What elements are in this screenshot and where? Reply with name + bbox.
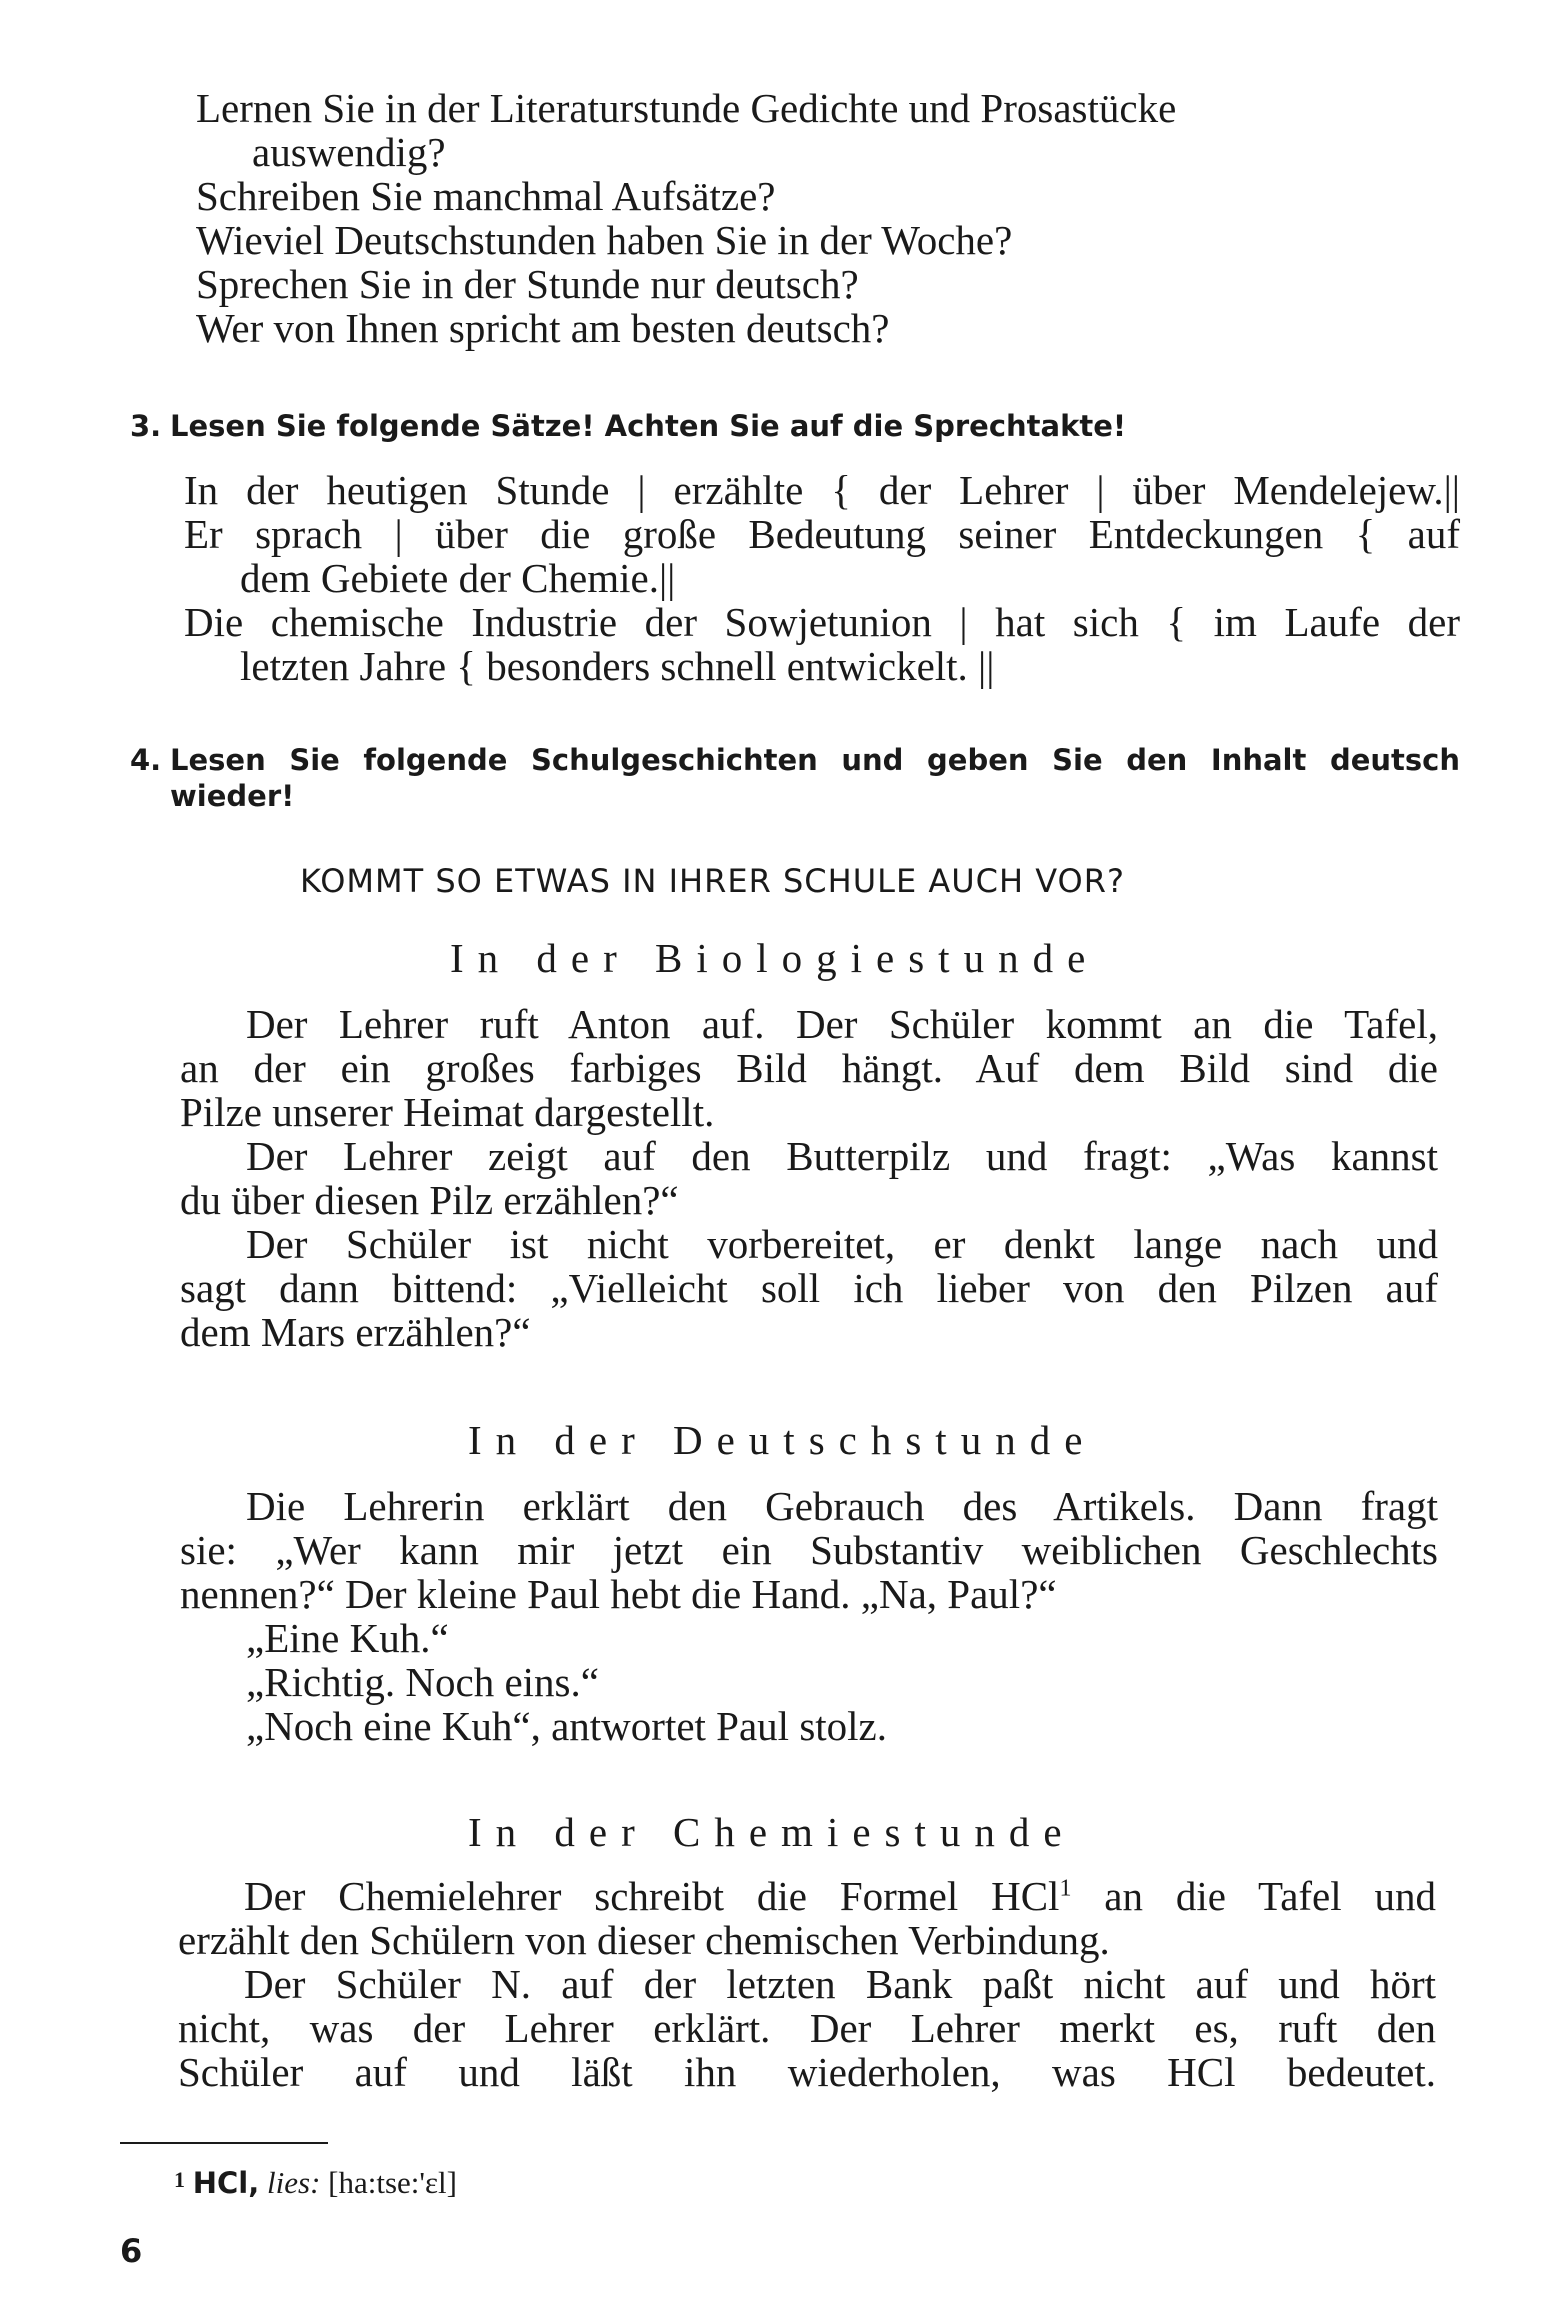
main-title: KOMMT SO ETWAS IN IHRER SCHULE AUCH VOR? [300, 862, 1125, 900]
question-line: Wieviel Deutschstunden haben Sie in der Woche? [196, 217, 1013, 263]
footnote-mark: 1 [174, 2167, 185, 2192]
sprechtakte-sentences [184, 468, 1460, 688]
story-line: sie: „Wer kann mir jetzt ein Substantiv weiblichen Geschlechts [180, 1527, 1438, 1573]
story-line: „Noch eine Kuh“, antwortet Paul stolz. [246, 1703, 888, 1749]
story-line: Pilze unserer Heimat dargestellt. [180, 1089, 715, 1135]
story-line: Der Lehrer ruft Anton auf. Der Schüler kommt an die Tafel, [246, 1001, 1438, 1047]
task-number: 4. [130, 743, 162, 777]
sentence-line: dem Gebiete der Chemie.|| [240, 555, 676, 601]
story-line: nennen?“ Der kleine Paul hebt die Hand. „Na, Paul?“ [180, 1571, 1057, 1617]
question-line: Schreiben Sie manchmal Aufsätze? [196, 173, 776, 219]
footnote-ref: 1 [1059, 1875, 1072, 1902]
story-line: Der Lehrer zeigt auf den Butterpilz und fragt: „Was kannst [246, 1133, 1438, 1179]
story-text-biologie [180, 1002, 1438, 1354]
sentence-line: Die chemische Industrie der Sowjetunion | hat sich { im Laufe der [184, 599, 1460, 645]
footnote-lies: lies: [267, 2165, 321, 2200]
story-line: Die Lehrerin erklärt den Gebrauch des Artikels. Dann fragt [246, 1483, 1438, 1529]
story-line: erzählt den Schülern von dieser chemischen Verbindung. [178, 1917, 1110, 1963]
story-title-chemie: In der Chemiestunde [468, 1809, 1076, 1855]
footnote-pronunciation: [ha:tse:'ɛl] [328, 2165, 457, 2200]
task-number: 3. [130, 409, 162, 443]
page-number: 6 [120, 2232, 143, 2270]
story-line: Der Chemielehrer schreibt die Formel HCl$^1$ an die Tafel und [244, 1873, 1436, 1919]
sentence-line: Er sprach | über die große Bedeutung seiner Entdeckungen { auf [184, 511, 1460, 557]
footnote [174, 2162, 457, 2201]
question-line: Sprechen Sie in der Stunde nur deutsch? [196, 261, 859, 307]
story-line: Schüler auf und läßt ihn wiederholen, was HCl bedeutet. [178, 2049, 1436, 2095]
question-line: Lernen Sie in der Literaturstunde Gedichte und Prosastücke [196, 85, 1177, 131]
instruction-text-continued: wieder! [170, 779, 295, 813]
story-line: Der Schüler N. auf der letzten Bank paßt nicht auf und hört [244, 1961, 1436, 2007]
story-line: an der ein großes farbiges Bild hängt. Auf dem Bild sind die [180, 1045, 1438, 1091]
story-line: „Richtig. Noch eins.“ [246, 1659, 599, 1705]
instruction-text: Lesen Sie folgende Schulgeschichten und geben Sie den Inhalt deutsch [170, 743, 1460, 777]
story-title-biologie: In der Biologiestunde [450, 935, 1100, 981]
story-text-chemie [178, 1874, 1436, 2094]
sentence-line: letzten Jahre { besonders schnell entwickelt. || [240, 643, 995, 689]
question-list [196, 86, 1176, 350]
instruction-text: Lesen Sie folgende Sätze! Achten Sie auf die Sprechtakte! [170, 409, 1127, 443]
question-line-continued: auswendig? [252, 129, 446, 175]
story-line: du über diesen Pilz erzählen?“ [180, 1177, 679, 1223]
task-4-instruction [130, 742, 1460, 814]
story-line: sagt dann bittend: „Vielleicht soll ich lieber von den Pilzen auf [180, 1265, 1438, 1311]
story-title-deutsch: In der Deutschstunde [468, 1417, 1097, 1463]
task-3-instruction [130, 408, 1126, 444]
question-line: Wer von Ihnen spricht am besten deutsch? [196, 305, 890, 351]
footnote-divider [120, 2142, 328, 2144]
story-line: „Eine Kuh.“ [246, 1615, 449, 1661]
footnote-term: HCl, [192, 2166, 260, 2200]
sentence-line: In der heutigen Stunde | erzählte { der Lehrer | über Mendelejew.|| [184, 467, 1460, 513]
story-line: dem Mars erzählen?“ [180, 1309, 531, 1355]
story-text-deutsch [180, 1484, 1438, 1748]
story-line: Der Schüler ist nicht vorbereitet, er denkt lange nach und [246, 1221, 1438, 1267]
story-line: nicht, was der Lehrer erklärt. Der Lehrer merkt es, ruft den [178, 2005, 1436, 2051]
